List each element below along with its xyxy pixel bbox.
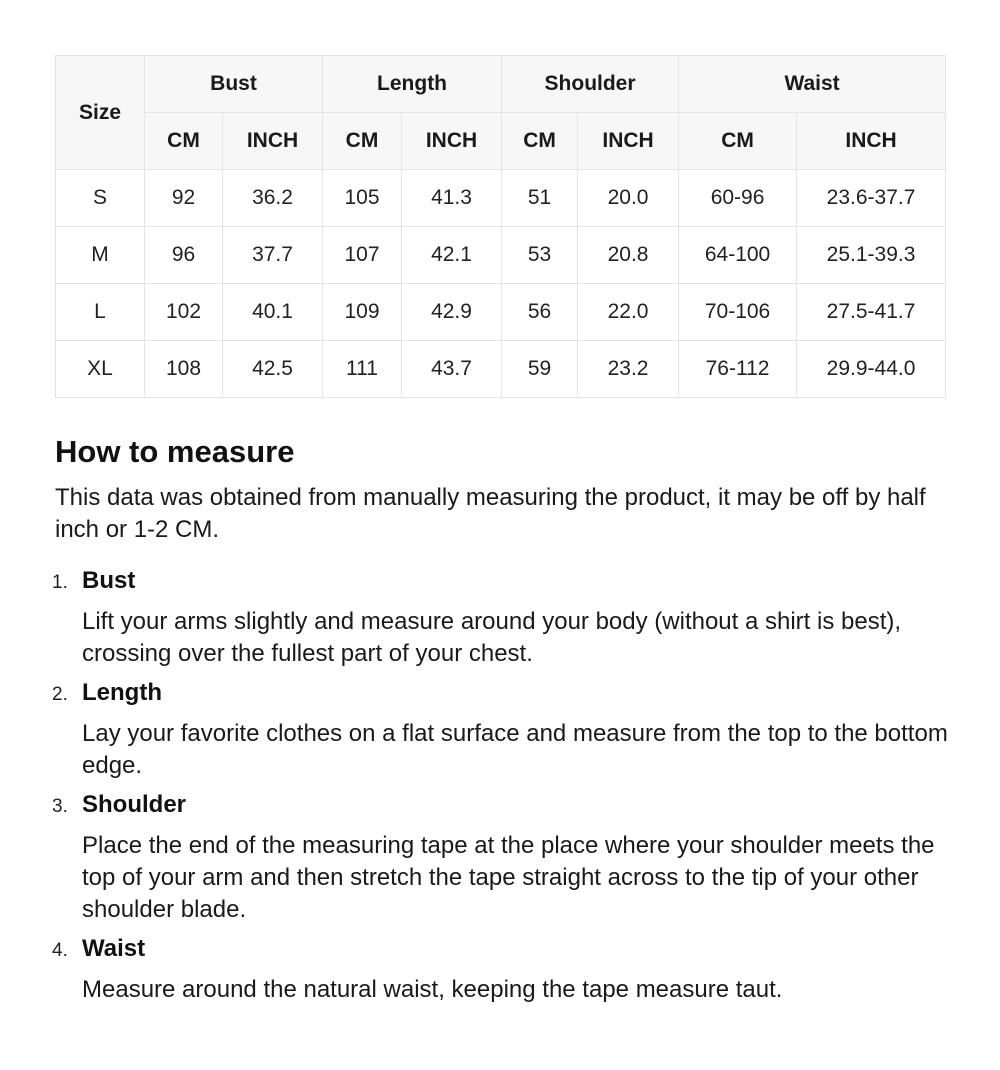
list-item-waist [52,934,955,1006]
list-item-bust [52,566,955,670]
table-cell: 25.1-39.3 [797,227,946,284]
table-cell: 40.1 [223,284,323,341]
unit-header: CM [323,113,402,170]
table-cell: 20.0 [578,170,679,227]
table-cell: 51 [502,170,578,227]
step-description: Lift your arms slightly and measure around your body (without a shirt is best), crossing over the fullest part of your chest. [82,608,902,667]
size-cell: L [56,284,145,341]
table-header [56,56,946,170]
step-description: Lay your favorite clothes on a flat surface and measure from the top to the bottom edge. [82,720,948,779]
step-number: 1. [52,572,68,593]
group-header-length: Length [323,56,502,113]
list-item-length [52,678,955,782]
measure-steps-list [52,566,955,1006]
step-description: Place the end of the measuring tape at the place where your shoulder meets the top of your arm and then stretch the tape straight across to the tip of your other shoulder blade. [82,832,935,923]
unit-header: CM [502,113,578,170]
table-cell: 60-96 [679,170,797,227]
table-cell: 96 [145,227,223,284]
how-to-measure-section [52,430,955,1014]
table-cell: 42.9 [402,284,502,341]
table-cell: 23.6-37.7 [797,170,946,227]
step-title: Waist [82,935,146,962]
unit-header: CM [679,113,797,170]
table-cell: 108 [145,341,223,398]
group-header-shoulder: Shoulder [502,56,679,113]
step-number: 2. [52,684,68,705]
table-cell: 92 [145,170,223,227]
size-cell: XL [56,341,145,398]
size-chart-table [55,55,946,398]
table-cell: 43.7 [402,341,502,398]
table-cell: 107 [323,227,402,284]
step-description: Measure around the natural waist, keeping the tape measure taut. [82,976,783,1003]
step-title: Shoulder [82,791,187,818]
table-cell: 111 [323,341,402,398]
table-cell: 42.5 [223,341,323,398]
table-cell: 37.7 [223,227,323,284]
table-row [56,284,946,341]
table-cell: 53 [502,227,578,284]
table-cell: 56 [502,284,578,341]
table-cell: 27.5-41.7 [797,284,946,341]
unit-header: INCH [797,113,946,170]
table-cell: 23.2 [578,341,679,398]
table-cell: 29.9-44.0 [797,341,946,398]
table-cell: 59 [502,341,578,398]
step-number: 3. [52,796,68,817]
size-cell: M [56,227,145,284]
step-title: Bust [82,567,136,594]
table-cell: 109 [323,284,402,341]
step-title: Length [82,679,162,706]
table-cell: 102 [145,284,223,341]
table-cell: 41.3 [402,170,502,227]
table-cell: 76-112 [679,341,797,398]
header-row-groups [56,56,946,113]
table-cell: 64-100 [679,227,797,284]
size-header: Size [56,56,145,170]
table-cell: 20.8 [578,227,679,284]
list-item-shoulder [52,790,955,926]
size-cell: S [56,170,145,227]
table-row [56,341,946,398]
unit-header: INCH [223,113,323,170]
unit-header: INCH [402,113,502,170]
header-row-units [56,113,946,170]
table-row [56,227,946,284]
intro-text: This data was obtained from manually measuring the product, it may be off by half inch or 1-2 CM. [55,484,926,543]
table-cell: 70-106 [679,284,797,341]
table-cell: 22.0 [578,284,679,341]
group-header-waist: Waist [679,56,946,113]
group-header-bust: Bust [145,56,323,113]
step-number: 4. [52,940,68,961]
table-cell: 36.2 [223,170,323,227]
section-heading: How to measure [55,434,295,469]
table-body [56,170,946,398]
table-row [56,170,946,227]
table-cell: 105 [323,170,402,227]
unit-header: INCH [578,113,679,170]
unit-header: CM [145,113,223,170]
table-cell: 42.1 [402,227,502,284]
